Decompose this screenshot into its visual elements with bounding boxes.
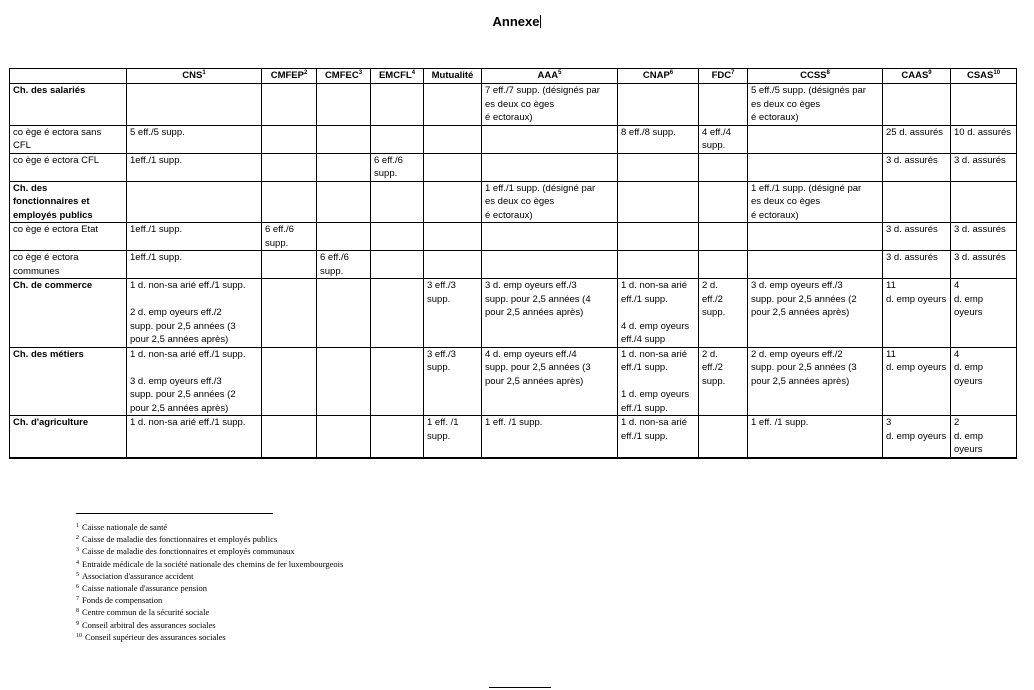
table-cell [424,125,482,153]
footnote-text: Conseil supérieur des assurances sociales [85,631,226,642]
table-cell [424,153,482,181]
table-cell: 3 eff./3 supp. [424,279,482,348]
footnote-number: 7 [76,596,79,603]
table-cell [424,251,482,279]
table-cell: 6 eff./6 supp. [371,153,424,181]
table-cell [127,84,262,126]
table-cell: 1 d. non-sa arié eff./1 supp. 3 d. emp oyeurs eff./3 supp. pour 2,5 années (2 pour 2,5 années après) [127,347,262,416]
table-cell: 1eff./1 supp. [127,153,262,181]
column-header [699,69,748,84]
table-row [10,251,1017,279]
column-header-label: CMFEP [270,70,304,81]
footnote-text: Entraide médicale de la société nationale des chemins de fer luxembourgeois [82,558,344,569]
table-cell: 2 d. emp oyeurs [951,416,1017,458]
footnote-number: 1 [76,523,79,529]
table-cell: 1 d. non-sa arié eff./1 supp. [127,416,262,458]
table-cell: 3 d. assurés [883,251,951,279]
table-cell [699,416,748,458]
footnote-number: 10 [76,632,82,639]
footnote-separator [76,513,273,514]
footnote-item [76,619,343,631]
column-header-label: AAA [537,70,559,81]
table-cell [424,223,482,251]
page-title-text: Annexe [492,14,540,29]
table-cell [424,84,482,126]
footnote-ref: 2 [303,70,308,76]
table-cell [262,84,317,126]
header-corner-cell [10,69,127,84]
table-cell [371,251,424,279]
table-cell [371,223,424,251]
table-header-row [10,69,1017,84]
table-cell: 1 d. non-sa arié eff./1 supp. [618,416,699,458]
table-cell [699,251,748,279]
column-header-label: CCSS [800,70,827,81]
page-bottom-rule [489,687,551,688]
footnote-number: 6 [76,584,79,591]
table-cell [482,223,618,251]
column-header [262,69,317,84]
footnote-item [76,545,343,557]
table-cell [317,223,371,251]
table-cell [883,84,951,126]
table-cell [618,181,699,223]
column-header [748,69,883,84]
table-cell: 5 eff./5 supp. (désignés par es deux co èges é ectoraux) [748,84,883,126]
table-cell [262,416,317,458]
row-label: co ège é ectora CFL [10,153,127,181]
table-cell [699,84,748,126]
table-cell [262,347,317,416]
column-header-label: CNAP [642,70,670,81]
table-cell [748,153,883,181]
row-label: Ch. des métiers [10,347,127,416]
column-header-label: FDC [711,70,732,81]
table-cell [317,279,371,348]
table-cell [618,84,699,126]
table-cell: 1 d. non-sa arié eff./1 supp. 4 d. emp oyeurs eff./4 supp [618,279,699,348]
footnote-text: Caisse de maladie des fonctionnaires et employés publics [82,534,278,545]
table-cell: 1 eff. /1 supp. [748,416,883,458]
row-label: co ège é ectora sans CFL [10,125,127,153]
table-cell: 2 d. emp oyeurs eff./2 supp. pour 2,5 années (3 pour 2,5 années après) [748,347,883,416]
footnote-text: Caisse nationale de santé [82,522,168,532]
footnote-item [76,533,343,545]
column-header-label: CNS [182,70,203,81]
footnote-ref: 6 [669,70,674,76]
table-cell [951,84,1017,126]
table-cell: 1eff./1 supp. [127,251,262,279]
table-cell [371,84,424,126]
footnote-ref: 4 [411,70,416,76]
table-cell: 3 d. assurés [951,153,1017,181]
column-header-label: EMCFL [378,70,412,81]
table-cell [317,153,371,181]
table-cell: 25 d. assurés [883,125,951,153]
table-cell [699,153,748,181]
footnote-item [76,558,343,570]
annex-table [9,68,1017,459]
table-cell [262,125,317,153]
footnote-ref: 3 [358,70,363,76]
table-cell: 8 eff./8 supp. [618,125,699,153]
table-cell [371,279,424,348]
column-header [424,69,482,84]
table-row [10,279,1017,348]
table-cell [748,125,883,153]
table-cell [371,181,424,223]
footnote-number: 2 [76,535,79,542]
table-cell [424,181,482,223]
column-header [883,69,951,84]
footnote-text: Conseil arbitral des assurances sociales [82,619,216,630]
table-cell [618,153,699,181]
footnote-text: Fonds de compensation [82,595,163,606]
column-header-label: CSAS [966,70,994,81]
table-row [10,347,1017,416]
footnote-text: Caisse nationale d'assurance pension [82,583,207,594]
column-header-label: CAAS [901,70,929,81]
row-label: Ch. des fonctionnaires et employés publics [10,181,127,223]
table-cell [262,251,317,279]
table-cell [482,125,618,153]
table-cell: 10 d. assurés [951,125,1017,153]
footnote-ref: 8 [826,70,830,76]
row-label: co ège é ectora communes [10,251,127,279]
page-title [0,14,1034,29]
table-row [10,84,1017,126]
footnote-ref: 9 [928,70,932,76]
table-row [10,223,1017,251]
table-cell: 3 d. emp oyeurs eff./3 supp. pour 2,5 années (2 pour 2,5 années après) [748,279,883,348]
footnote-item [76,570,343,582]
table-cell: 11 d. emp oyeurs [883,279,951,348]
table-cell: 3 d. emp oyeurs [883,416,951,458]
table-cell: 4 d. emp oyeurs eff./4 supp. pour 2,5 années (3 pour 2,5 années après) [482,347,618,416]
table-cell: 1 eff./1 supp. (désigné par es deux co èges é ectoraux) [748,181,883,223]
row-label: co ège é ectora Etat [10,223,127,251]
column-header [371,69,424,84]
table-cell [618,251,699,279]
column-header [317,69,371,84]
footnote-text: Association d'assurance accident [82,570,194,581]
table-cell: 3 eff./3 supp. [424,347,482,416]
table-cell: 1 eff. /1 supp. [482,416,618,458]
table-cell: 1 eff./1 supp. (désigné par es deux co èges é ectoraux) [482,181,618,223]
table-cell: 2 d. eff./2 supp. [699,347,748,416]
table-cell: 4 d. emp oyeurs [951,347,1017,416]
table-cell [482,251,618,279]
table-cell [262,153,317,181]
table-cell: 3 d. assurés [951,223,1017,251]
footnote-item [76,521,343,533]
table-cell [482,153,618,181]
row-label: Ch. de commerce [10,279,127,348]
column-header [618,69,699,84]
table-row [10,416,1017,458]
table-cell: 4 d. emp oyeurs [951,279,1017,348]
table-cell [618,223,699,251]
table-cell [371,125,424,153]
table-cell: 1 d. non-sa arié eff./1 supp. 2 d. emp oyeurs eff./2 supp. pour 2,5 années (3 pour 2,5 années après) [127,279,262,348]
table-cell: 3 d. assurés [951,251,1017,279]
footnotes [76,521,343,643]
footnote-ref: 1 [202,70,206,76]
footnote-number: 5 [76,571,79,578]
footnote-ref: 10 [993,70,1001,76]
table-cell: 2 d. eff./2 supp. [699,279,748,348]
footnote-ref: 7 [731,70,735,76]
table-cell [317,347,371,416]
column-header-label: CMFEC [324,70,359,81]
column-header-label: Mutualité [431,70,474,81]
footnote-number: 3 [76,547,79,554]
column-header [482,69,618,84]
table-cell [748,223,883,251]
footnote-item [76,606,343,618]
table-cell [317,84,371,126]
table-cell [127,181,262,223]
table-cell: 1eff./1 supp. [127,223,262,251]
table-cell [748,251,883,279]
footnote-number: 9 [76,620,79,627]
table-cell: 3 d. assurés [883,223,951,251]
table-cell [951,181,1017,223]
footnote-text: Caisse de maladie des fonctionnaires et employés communaux [82,546,295,557]
table-cell: 3 d. emp oyeurs eff./3 supp. pour 2,5 années (4 pour 2,5 années après) [482,279,618,348]
table-cell: 1 d. non-sa arié eff./1 supp. 1 d. emp oyeurs eff./1 supp. [618,347,699,416]
table-cell [262,181,317,223]
footnote-item [76,631,343,643]
row-label: Ch. des salariés [10,84,127,126]
column-header [951,69,1017,84]
table-cell: 3 d. assurés [883,153,951,181]
table-cell [883,181,951,223]
footnote-number: 4 [76,559,79,566]
table-cell [371,416,424,458]
table-cell: 6 eff./6 supp. [262,223,317,251]
table-cell [317,416,371,458]
table-cell [317,181,371,223]
table-row [10,153,1017,181]
table-cell: 6 eff./6 supp. [317,251,371,279]
footnote-item [76,582,343,594]
footnote-item [76,594,343,606]
table-cell [317,125,371,153]
table-cell: 11 d. emp oyeurs [883,347,951,416]
column-header [127,69,262,84]
footnote-text: Centre commun de la sécurité sociale [82,607,210,618]
table-row [10,125,1017,153]
table-cell [371,347,424,416]
table-cell: 5 eff./5 supp. [127,125,262,153]
text-cursor [540,15,541,28]
footnote-number: 8 [76,608,79,615]
row-label: Ch. d'agriculture [10,416,127,458]
footnote-ref: 5 [558,70,562,76]
table-cell: 4 eff./4 supp. [699,125,748,153]
table-cell: 7 eff./7 supp. (désignés par es deux co èges é ectoraux) [482,84,618,126]
table-cell [699,181,748,223]
table-row [10,181,1017,223]
table-cell: 1 eff. /1 supp. [424,416,482,458]
table-cell [262,279,317,348]
table-cell [699,223,748,251]
